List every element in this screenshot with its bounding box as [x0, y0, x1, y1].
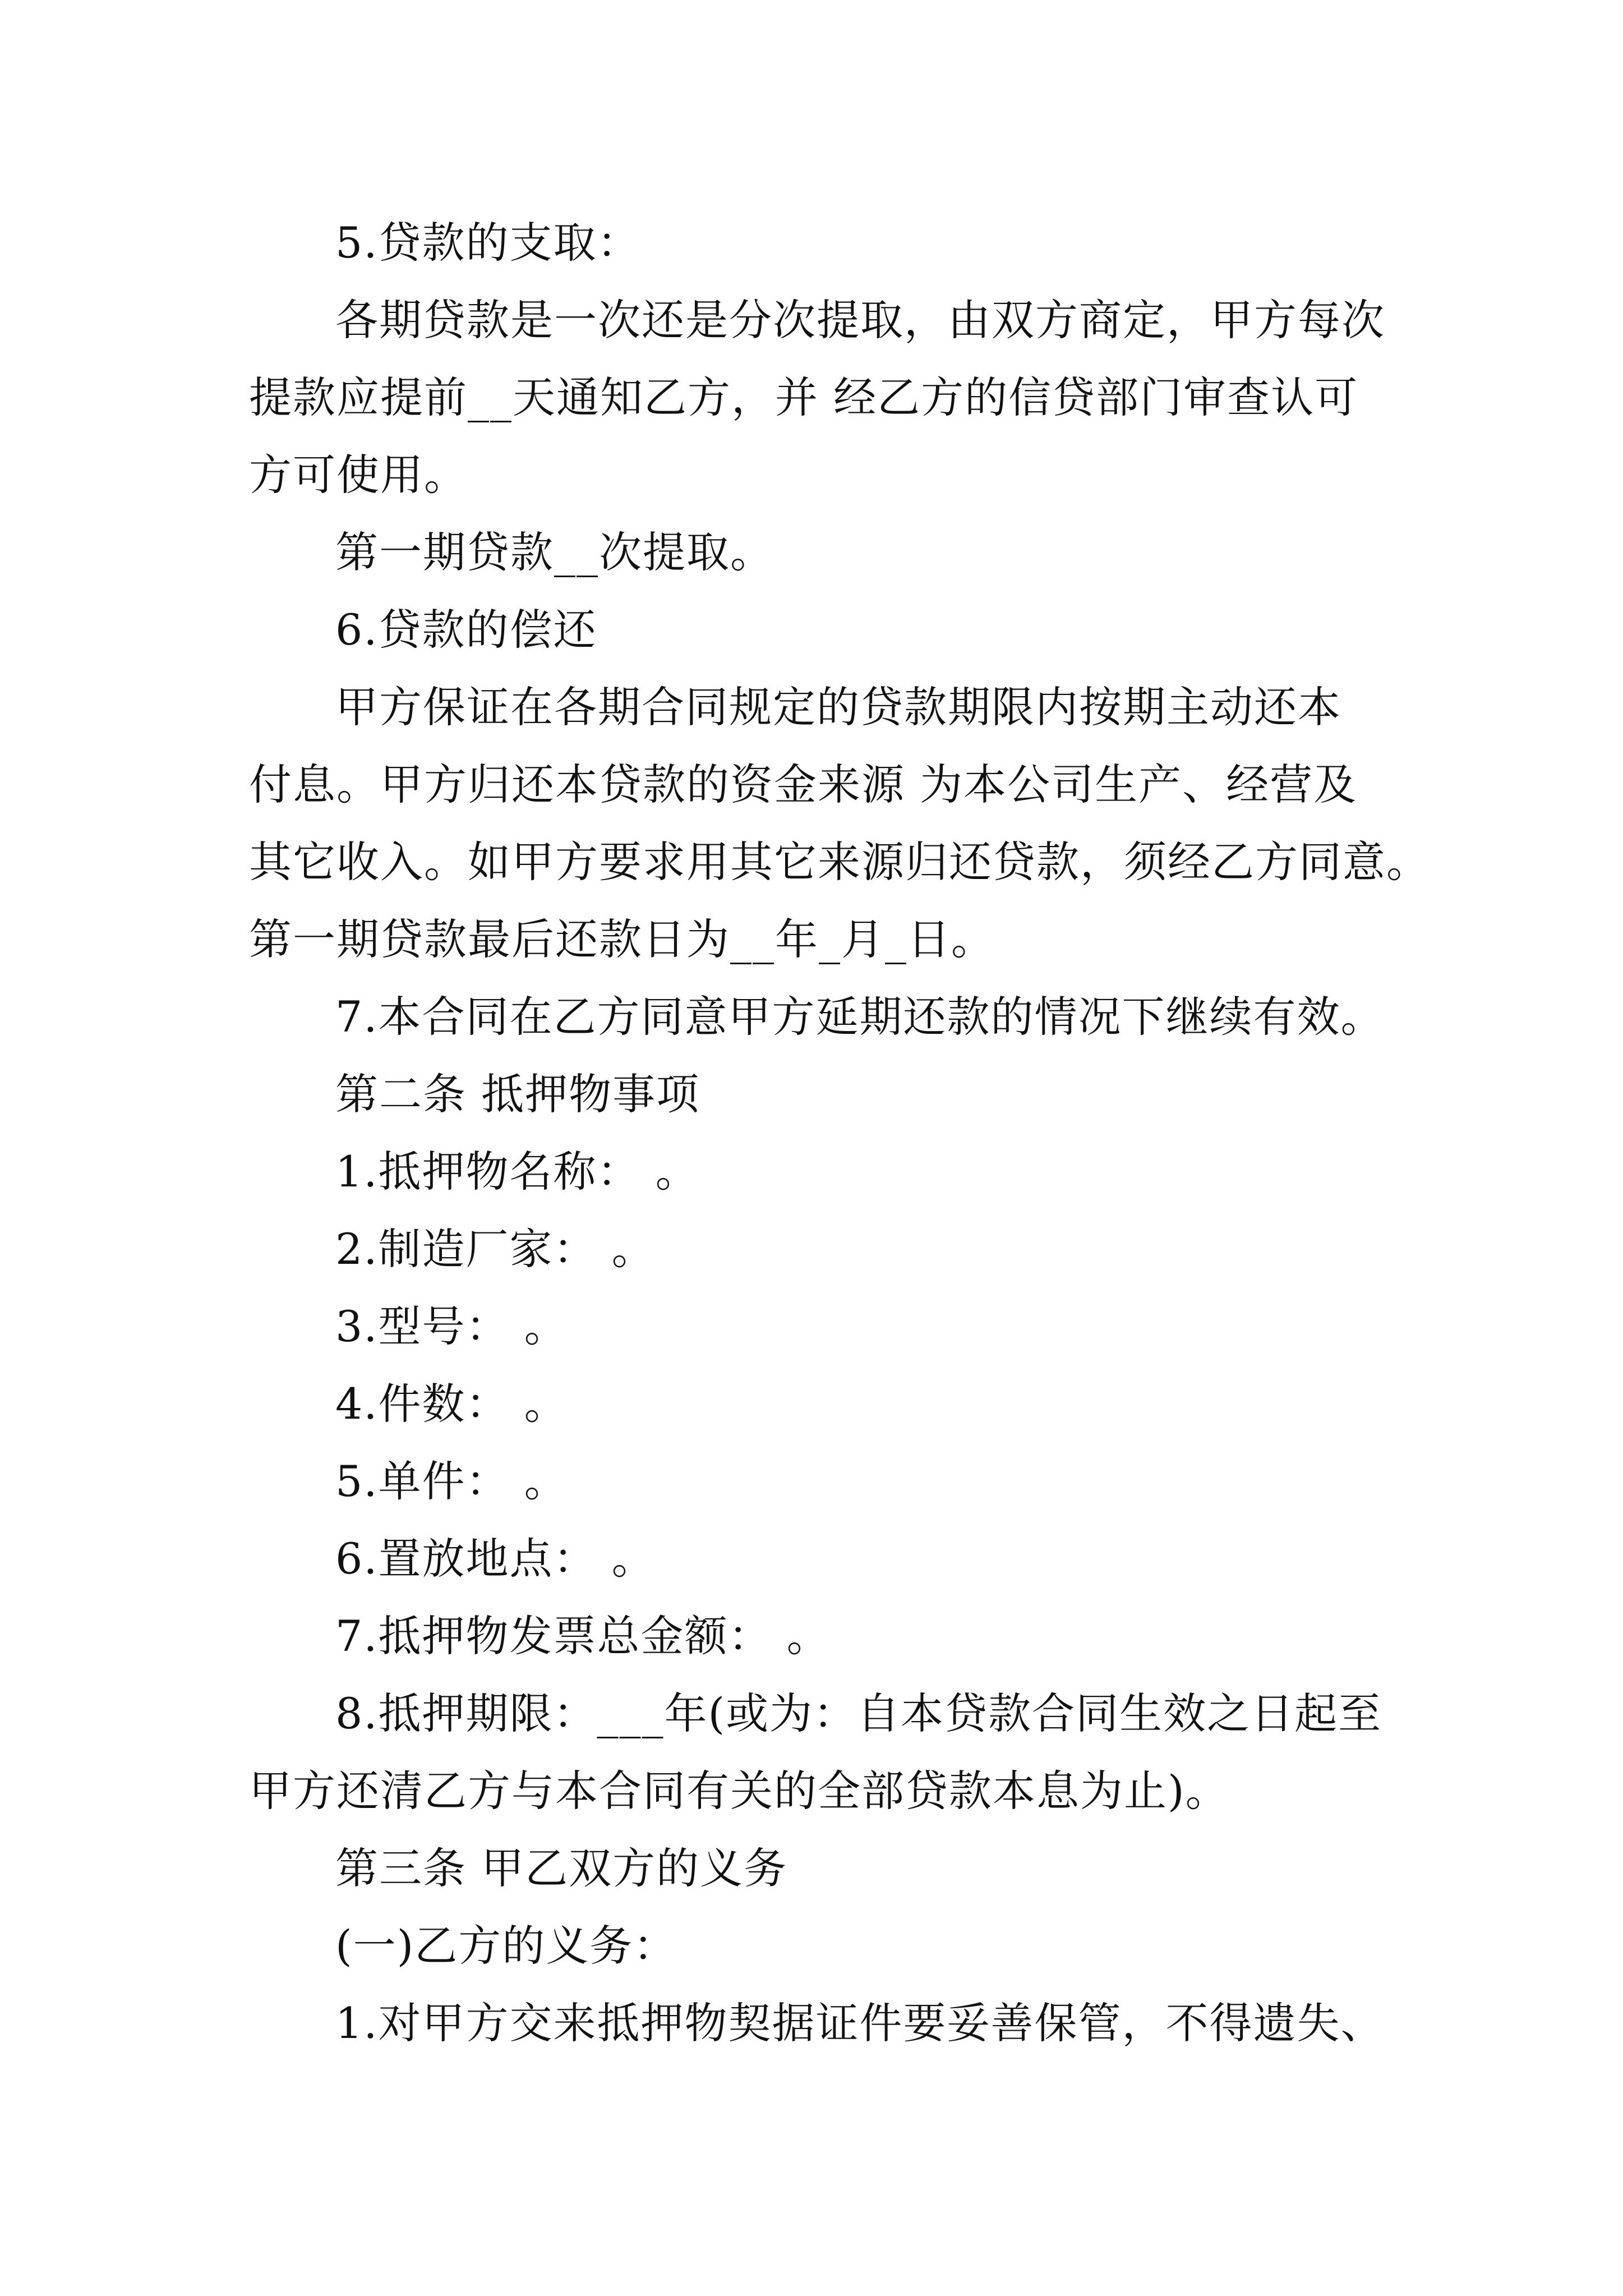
list-item: 7.抵押物发票总金额： 。 — [335, 1611, 831, 1661]
subsection-heading: (一)乙方的义务： — [335, 1921, 677, 1971]
paragraph-line: 甲方还清乙方与本合同有关的全部贷款本息为止)。 — [249, 1766, 1229, 1816]
paragraph-line: 第一期贷款最后还款日为__年_月_日。 — [249, 914, 995, 964]
paragraph-line: 甲方保证在各期合同规定的贷款期限内按期主动还本 — [335, 682, 1341, 732]
list-item: 8.抵押期限：___年(或为：自本贷款合同生效之日起至 — [335, 1688, 1382, 1738]
list-item: 5.单件： 。 — [335, 1456, 568, 1506]
paragraph-line: 付息。甲方归还本贷款的资金来源 为本公司生产、经营及 — [249, 760, 1358, 809]
list-item: 3.型号： 。 — [335, 1301, 568, 1351]
list-item: 4.件数： 。 — [335, 1379, 568, 1429]
list-item: 2.制造厂家： 。 — [335, 1224, 656, 1274]
list-item: 1.对甲方交来抵押物契据证件要妥善保管，不得遗失、 — [335, 1998, 1385, 2048]
paragraph-line: 7.本合同在乙方同意甲方延期还款的情况下继续有效。 — [335, 992, 1385, 1042]
paragraph-line: 各期贷款是一次还是分次提取，由双方商定，甲方每次 — [335, 295, 1385, 345]
list-item: 6.置放地点： 。 — [335, 1534, 656, 1584]
paragraph-line: 方可使用。 — [249, 450, 468, 500]
article-heading-obligations: 第三条 甲乙双方的义务 — [335, 1843, 788, 1893]
paragraph-line: 提款应提前__天通知乙方，并 经乙方的信贷部门审查认可 — [249, 372, 1359, 422]
section-heading-loan-repayment: 6.贷款的偿还 — [335, 605, 597, 655]
list-item: 1.抵押物名称： 。 — [335, 1147, 699, 1197]
paragraph-line: 第一期贷款__次提取。 — [335, 527, 774, 577]
article-heading-collateral: 第二条 抵押物事项 — [335, 1069, 700, 1119]
section-heading-loan-withdrawal: 5.贷款的支取： — [335, 218, 641, 268]
paragraph-line: 其它收入。如甲方要求用其它来源归还贷款，须经乙方同意。 — [249, 837, 1430, 887]
